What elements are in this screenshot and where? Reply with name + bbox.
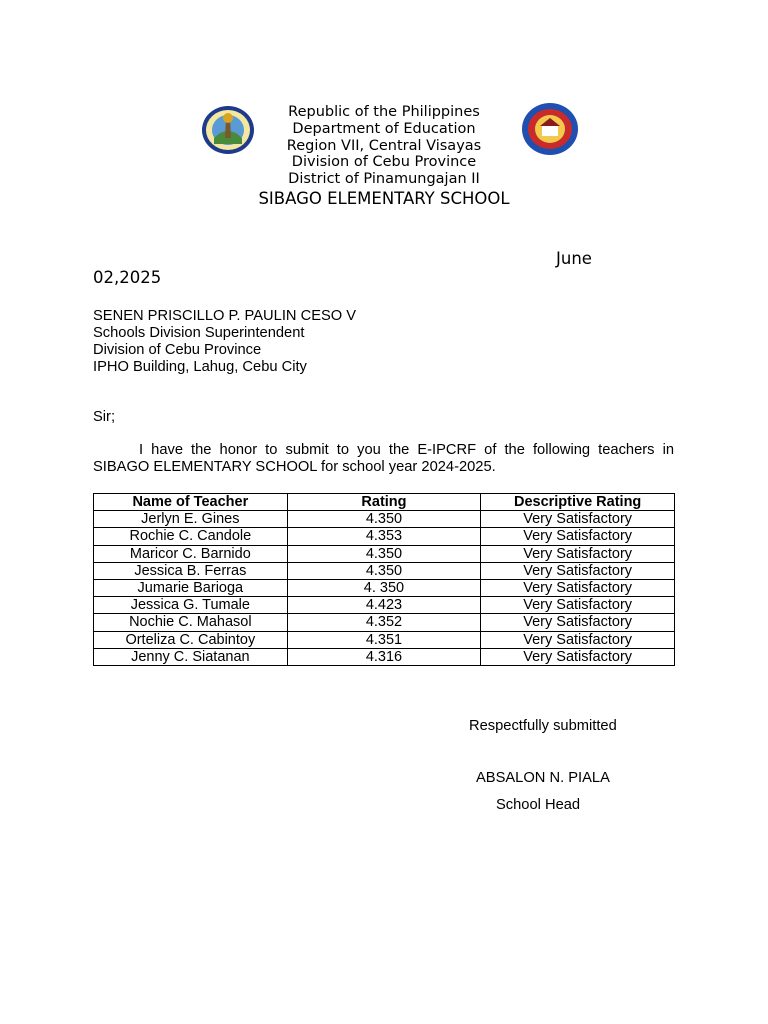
teacher-rating: 4.350 xyxy=(287,545,481,562)
ratings-table xyxy=(93,493,675,666)
table-row xyxy=(94,648,675,665)
table-row xyxy=(94,562,675,579)
school-name: SIBAGO ELEMENTARY SCHOOL xyxy=(258,189,510,208)
teacher-name: Rochie C. Candole xyxy=(94,528,288,545)
signer-title: School Head xyxy=(496,797,581,813)
teacher-rating: 4.351 xyxy=(287,631,481,648)
teacher-descriptive-rating: Very Satisfactory xyxy=(481,562,675,579)
teacher-name: Orteliza C. Cabintoy xyxy=(94,631,288,648)
teacher-rating: 4.353 xyxy=(287,528,481,545)
teacher-name: Maricor C. Barnido xyxy=(94,545,288,562)
header-line-region: Region VII, Central Visayas xyxy=(286,137,482,154)
teacher-descriptive-rating: Very Satisfactory xyxy=(481,545,675,562)
header-line-division: Division of Cebu Province xyxy=(291,154,477,171)
body-paragraph: I have the honor to submit to you the E-IPCRF of the following teachers in SIBAGO ELEMENTARY SCHOOL for school year 2024-2025. xyxy=(93,442,674,475)
letter-date-day-year: 02,2025 xyxy=(93,268,162,287)
addressee-address: IPHO Building, Lahug, Cebu City xyxy=(93,359,307,375)
header-line-republic: Republic of the Philippines xyxy=(288,104,480,120)
teacher-name: Nochie C. Mahasol xyxy=(94,614,288,631)
teacher-rating: 4.316 xyxy=(287,648,481,665)
teacher-descriptive-rating: Very Satisfactory xyxy=(481,528,675,545)
column-header-name: Name of Teacher xyxy=(94,494,288,511)
salutation: Sir; xyxy=(93,409,116,425)
addressee-name: SENEN PRISCILLO P. PAULIN CESO V xyxy=(93,308,357,324)
teacher-rating: 4.352 xyxy=(287,614,481,631)
table-header-row xyxy=(94,494,675,511)
table-row xyxy=(94,579,675,596)
addressee-office: Division of Cebu Province xyxy=(93,342,262,358)
teacher-descriptive-rating: Very Satisfactory xyxy=(481,579,675,596)
column-header-descriptive: Descriptive Rating xyxy=(481,494,675,511)
teacher-rating: 4.350 xyxy=(287,511,481,528)
teacher-rating: 4. 350 xyxy=(287,579,481,596)
teacher-descriptive-rating: Very Satisfactory xyxy=(481,631,675,648)
teacher-name: Jerlyn E. Gines xyxy=(94,511,288,528)
table-row xyxy=(94,545,675,562)
teacher-descriptive-rating: Very Satisfactory xyxy=(481,511,675,528)
teacher-rating: 4.350 xyxy=(287,562,481,579)
closing-line: Respectfully submitted xyxy=(469,718,617,734)
teacher-descriptive-rating: Very Satisfactory xyxy=(481,614,675,631)
header-line-department: Department of Education xyxy=(292,120,476,137)
teacher-descriptive-rating: Very Satisfactory xyxy=(481,597,675,614)
school-seal-icon xyxy=(520,102,580,156)
teacher-descriptive-rating: Very Satisfactory xyxy=(481,648,675,665)
teacher-rating: 4.423 xyxy=(287,597,481,614)
table-row xyxy=(94,528,675,545)
letterhead xyxy=(234,104,534,188)
signer-name: ABSALON N. PIALA xyxy=(476,770,610,786)
column-header-rating: Rating xyxy=(287,494,481,511)
teacher-name: Jessica B. Ferras xyxy=(94,562,288,579)
teacher-name: Jumarie Barioga xyxy=(94,579,288,596)
teacher-name: Jessica G. Tumale xyxy=(94,597,288,614)
addressee-position: Schools Division Superintendent xyxy=(93,325,305,341)
addressee-block xyxy=(93,308,356,376)
table-row xyxy=(94,631,675,648)
table-row xyxy=(94,597,675,614)
teacher-name: Jenny C. Siatanan xyxy=(94,648,288,665)
table-row xyxy=(94,614,675,631)
header-line-district: District of Pinamungajan II xyxy=(288,171,480,188)
letter-date-month: June xyxy=(556,249,592,268)
table-row xyxy=(94,511,675,528)
